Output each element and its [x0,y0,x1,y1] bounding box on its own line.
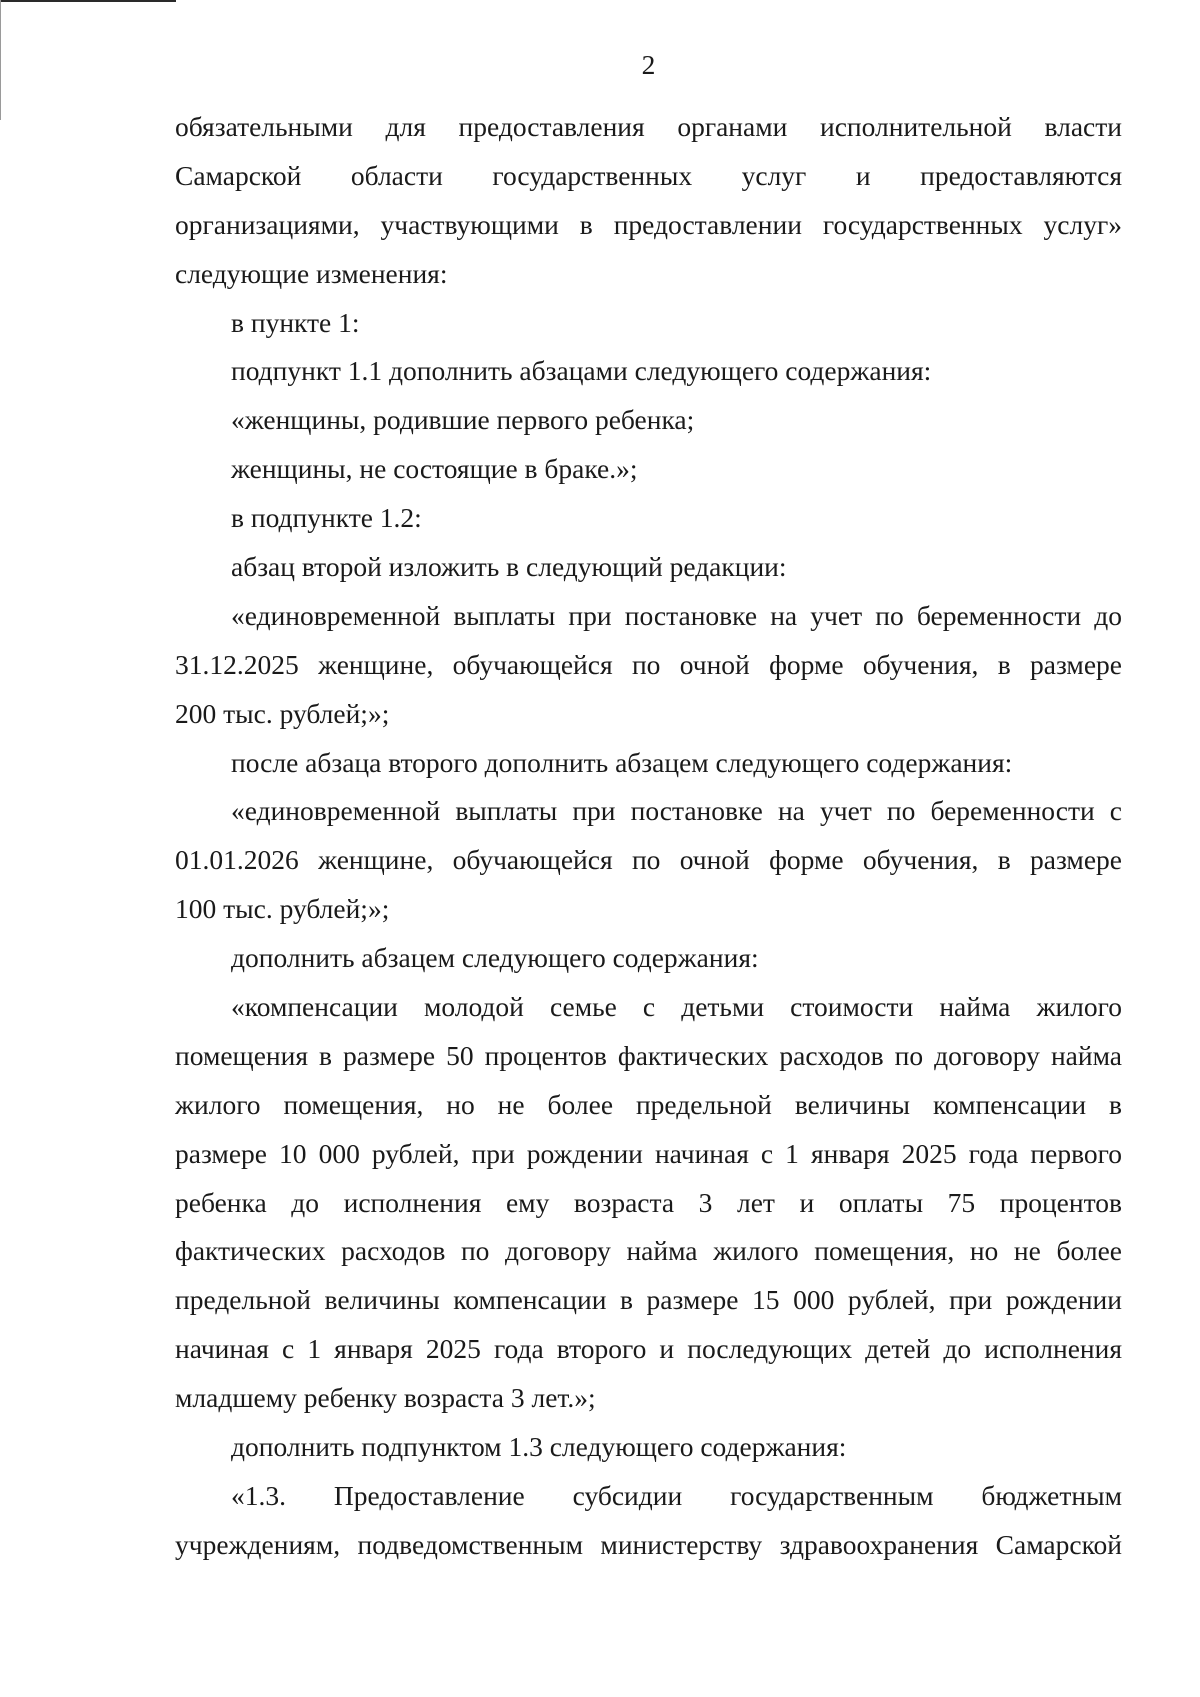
document-body [175,103,1122,1570]
text-line: 01.01.2026 женщине, обучающейся по очной форме обучения, в размере [175,844,1122,876]
text-line: помещения в размере 50 процентов фактических расходов по договору найма [175,1039,1122,1071]
paragraph [175,1423,1122,1472]
paragraph [175,494,1122,543]
text-line: организациями, участвующими в предоставлении государственных услуг» [175,208,1122,240]
text-line: следующие изменения: [175,257,448,289]
text-line: предельной величины компенсации в размере 15 000 рублей, при рождении [175,1284,1122,1316]
text-line: в пункте 1: [231,306,360,338]
paragraph [175,299,1122,348]
text-line: подпункт 1.1 дополнить абзацами следующего содержания: [231,355,932,387]
paragraph [175,934,1122,983]
text-line: женщины, не состоящие в браке.»; [231,453,638,485]
scan-edge-artifact [0,0,1,120]
text-line: «единовременной выплаты при постановке на учет по беременности с [231,795,1122,827]
page-number: 2 [641,49,656,80]
text-line: 31.12.2025 женщине, обучающейся по очной форме обучения, в размере [175,648,1122,680]
text-line: «компенсации молодой семье с детьми стоимости найма жилого [231,991,1122,1023]
paragraph [175,396,1122,445]
text-line: 200 тыс. рублей;»; [175,697,390,729]
text-line: дополнить подпунктом 1.3 следующего содержания: [231,1431,847,1463]
text-line: фактических расходов по договору найма жилого помещения, но не более [175,1235,1122,1267]
text-line: ребенка до исполнения ему возраста 3 лет и оплаты 75 процентов [175,1186,1122,1218]
paragraph [175,592,1122,739]
text-line: обязательными для предоставления органами исполнительной власти [175,111,1122,142]
paragraph [175,1472,1122,1570]
text-line: жилого помещения, но не более предельной величины компенсации в [175,1088,1122,1120]
text-line: Самарской области государственных услуг и предоставляются [175,159,1122,191]
text-line: начиная с 1 января 2025 года второго и последующих детей до исполнения [175,1333,1122,1365]
paragraph [175,787,1122,934]
text-line: размере 10 000 рублей, при рождении начиная с 1 января 2025 года первого [175,1137,1122,1169]
text-line: «женщины, родившие первого ребенка; [231,404,695,436]
text-line: 100 тыс. рублей;»; [175,893,390,925]
paragraph [175,103,1122,299]
text-line: в подпункте 1.2: [231,502,422,534]
text-line: дополнить абзацем следующего содержания: [231,942,759,974]
paragraph [175,983,1122,1423]
text-line: учреждениям, подведомственным министерству здравоохранения Самарской [175,1528,1122,1560]
text-line: «единовременной выплаты при постановке на учет по беременности до [231,599,1122,631]
paragraph [175,347,1122,396]
text-line: «1.3. Предоставление субсидии государственным бюджетным [231,1479,1122,1511]
paragraph [175,739,1122,788]
text-line: абзац второй изложить в следующий редакции: [231,551,787,583]
scan-edge-artifact [0,0,176,2]
paragraph [175,445,1122,494]
text-line: младшему ребенку возраста 3 лет.»; [175,1382,596,1414]
paragraph [175,543,1122,592]
text-line: после абзаца второго дополнить абзацем следующего содержания: [231,746,1013,778]
